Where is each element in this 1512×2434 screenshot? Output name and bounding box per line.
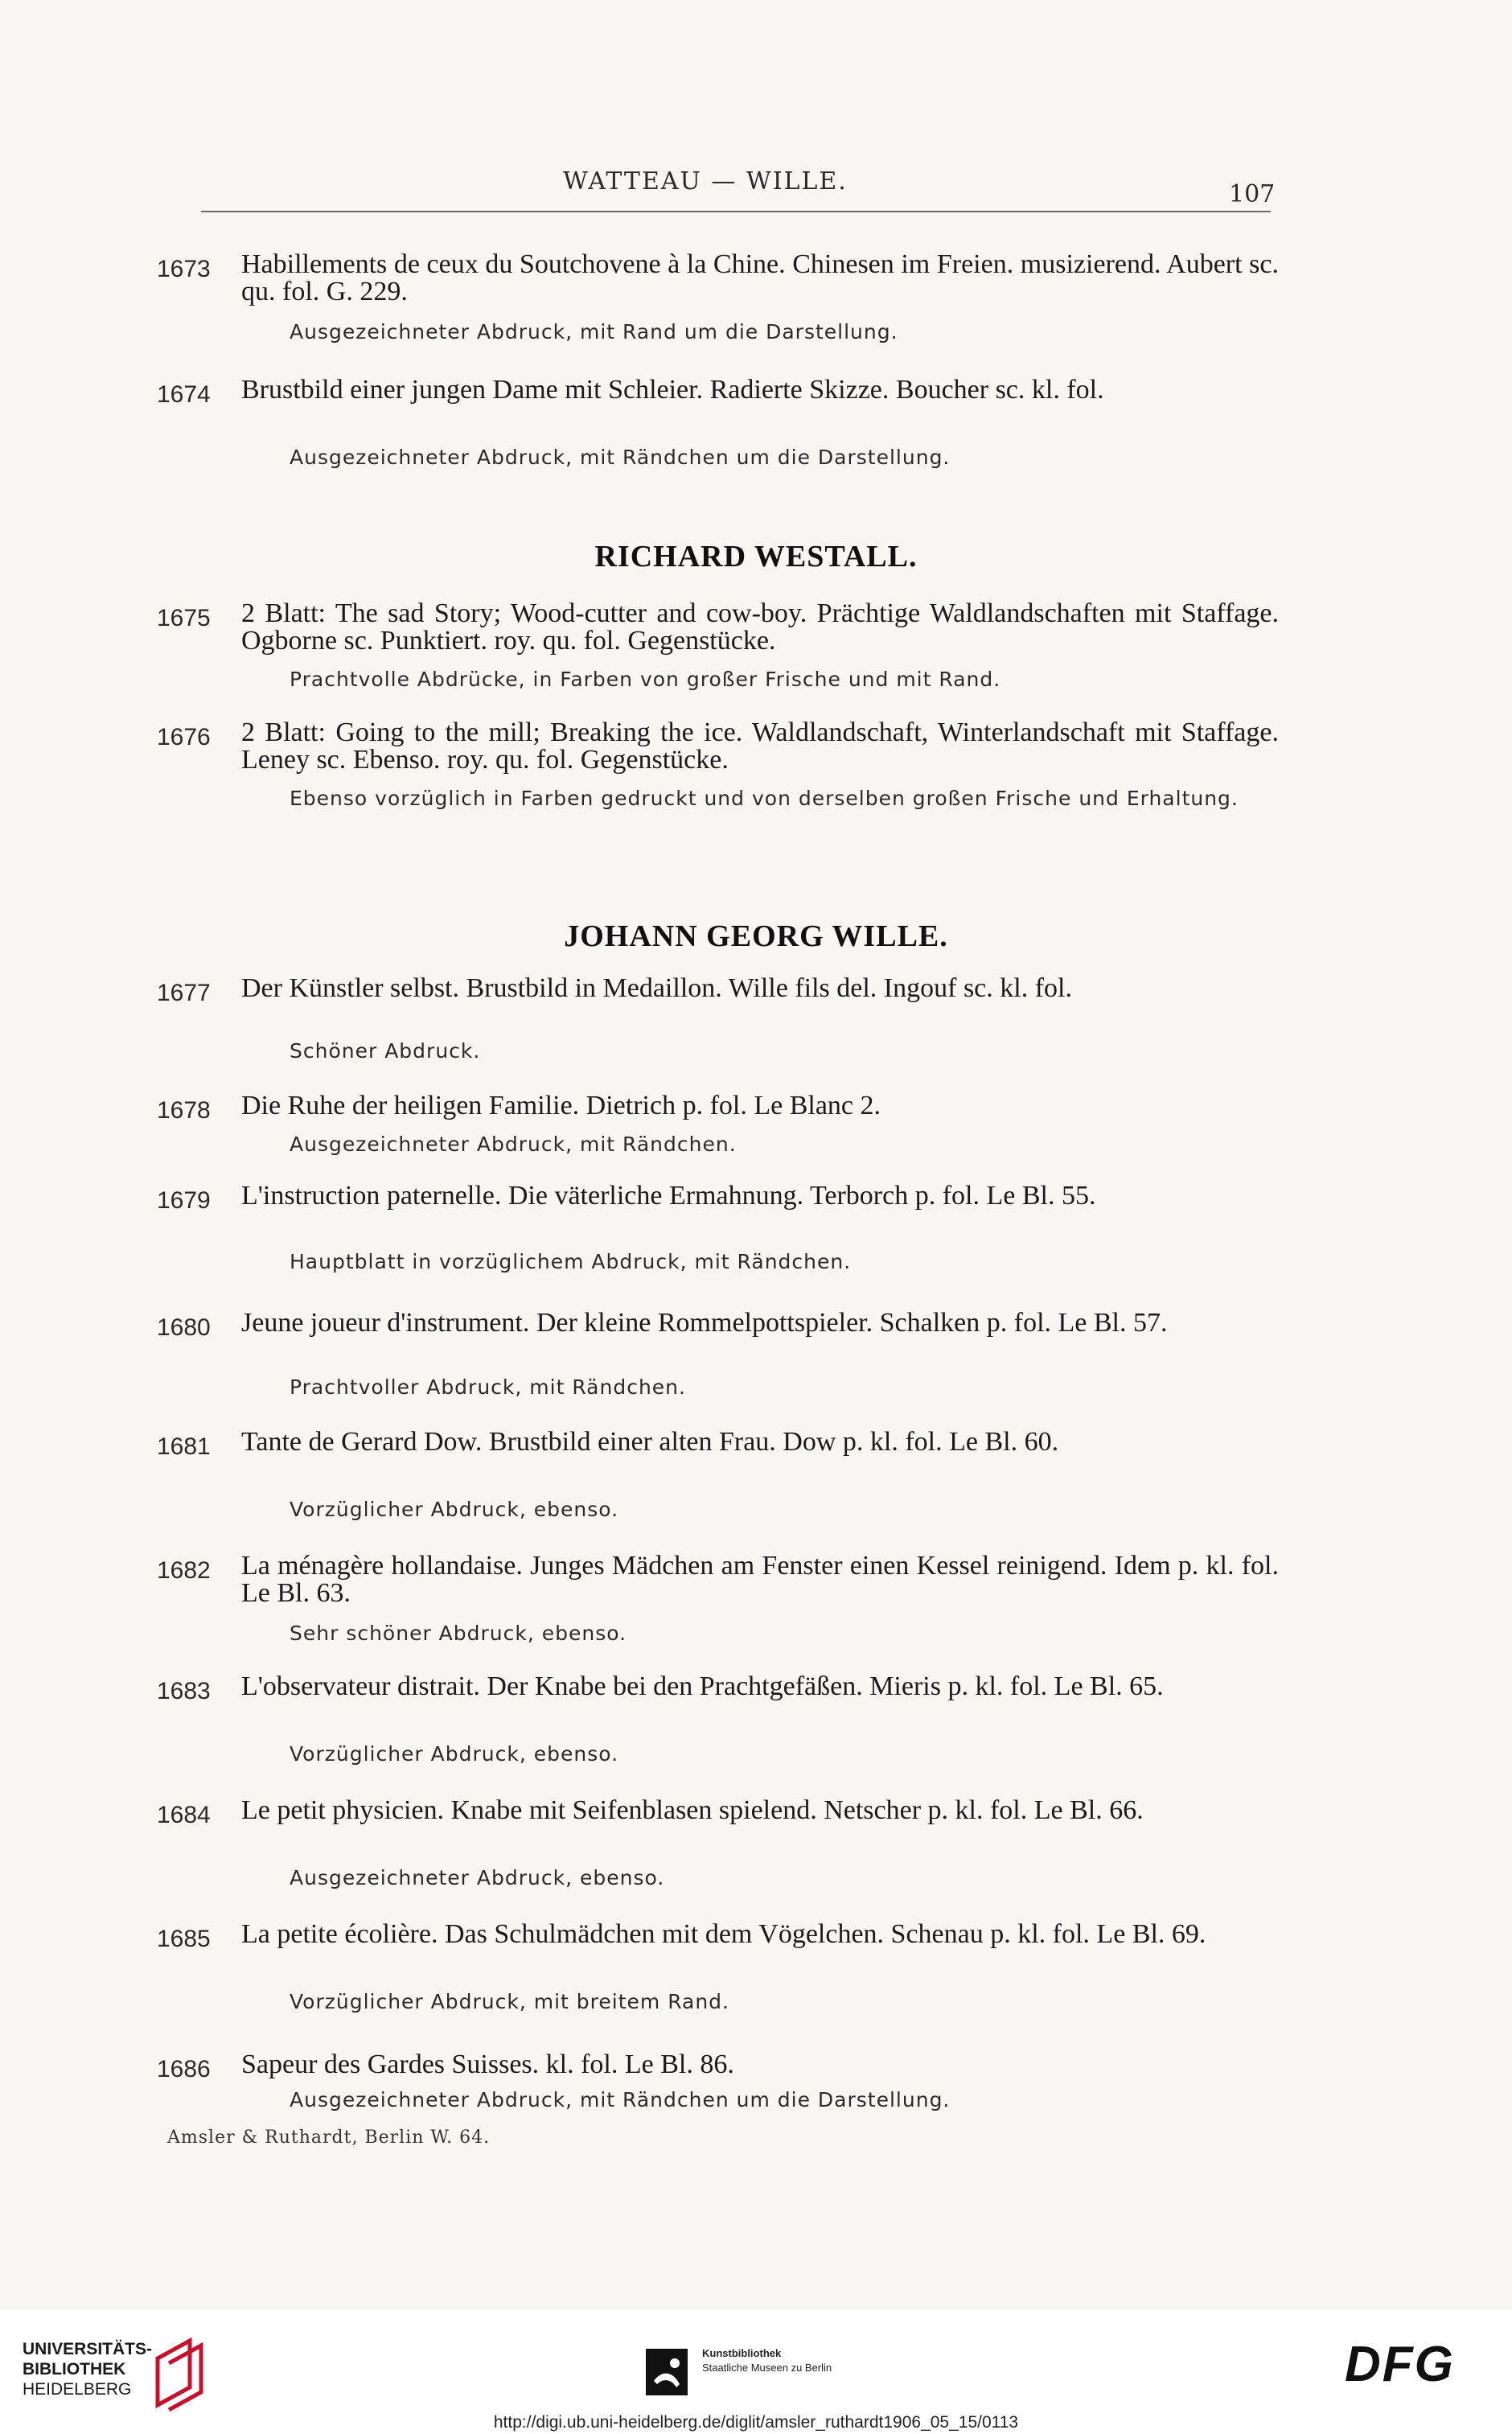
entry-number: 1676	[157, 724, 211, 750]
entry-text: La petite écolière. Das Schulmädchen mit dem Vögelchen. Schenau p. kl. fol. Le Bl. 69.	[241, 1919, 1206, 1949]
entry-note: Vorzüglicher Abdruck, mit breitem Rand.	[290, 1990, 729, 2013]
entry-text: 2 Blatt: Going to the mill; Breaking the ice. Waldlandschaft, Winterlandschaft mit Staffage. Leney sc. Ebenso. roy. qu. fol. Gegenstücke.	[241, 717, 1279, 775]
entry-number: 1675	[157, 605, 211, 631]
digitization-footer	[0, 2310, 1512, 2434]
university-name-line3: HEIDELBERG	[23, 2380, 132, 2399]
entry-note: Vorzüglicher Abdruck, ebenso.	[290, 1498, 619, 1521]
entry-text: 2 Blatt: The sad Story; Wood-cutter and cow-boy. Prächtige Waldlandschaften mit Staffage. Ogborne sc. Punktiert. roy. qu. fol. Gegenstücke.	[241, 598, 1279, 656]
entry-note: Schöner Abdruck.	[290, 1039, 481, 1063]
entry-text: Jeune joueur d'instrument. Der kleine Rommelpottspieler. Schalken p. fol. Le Bl. 57.	[241, 1308, 1168, 1338]
dfg-logo[interactable]: DFG	[1345, 2337, 1455, 2392]
entry-note: Ebenso vorzüglich in Farben gedruckt und von derselben großen Frische und Erhaltung.	[290, 787, 1239, 810]
section-heading-westall: RICHARD WESTALL.	[594, 540, 918, 574]
entry-number: 1678	[157, 1097, 211, 1124]
entry-text: Brustbild einer jungen Dame mit Schleier. Radierte Skizze. Boucher sc. kl. fol.	[241, 375, 1104, 405]
entry-note: Hauptblatt in vorzüglichem Abdruck, mit Rändchen.	[290, 1250, 852, 1273]
entry-note: Prachtvolle Abdrücke, in Farben von großer Frische und mit Rand.	[290, 668, 1001, 691]
entry-number: 1686	[157, 2056, 211, 2082]
kunstbibliothek-logo-icon	[646, 2349, 688, 2395]
entry-text: Der Künstler selbst. Brustbild in Medaillon. Wille fils del. Ingouf sc. kl. fol.	[241, 973, 1072, 1003]
running-head: WATTEAU — WILLE.	[563, 167, 848, 195]
entry-text: Habillements de ceux du Soutchovene à la Chine. Chinesen im Freien. musizierend. Aubert sc. qu. fol. G. 229.	[241, 249, 1279, 306]
section-heading-wille: JOHANN GEORG WILLE.	[564, 919, 948, 953]
entry-text: L'observateur distrait. Der Knabe bei den Prachtgefäßen. Mieris p. kl. fol. Le Bl. 65.	[241, 1671, 1164, 1701]
entry-number: 1685	[157, 1926, 211, 1952]
kunstbibliothek-subtitle: Staatliche Museen zu Berlin	[702, 2362, 832, 2374]
entry-note: Ausgezeichneter Abdruck, mit Rand um die Darstellung.	[290, 320, 898, 343]
kunstbibliothek-name: Kunstbibliothek	[702, 2347, 782, 2359]
entry-text: L'instruction paternelle. Die väterliche Ermahnung. Terborch p. fol. Le Bl. 55.	[241, 1181, 1096, 1211]
entry-note: Sehr schöner Abdruck, ebenso.	[290, 1622, 627, 1645]
entry-note: Ausgezeichneter Abdruck, mit Rändchen um die Darstellung.	[290, 446, 951, 469]
printer-imprint: Amsler & Ruthardt, Berlin W. 64.	[167, 2128, 491, 2148]
entry-text: Tante de Gerard Dow. Brustbild einer alten Frau. Dow p. kl. fol. Le Bl. 60.	[241, 1427, 1059, 1457]
entry-note: Prachtvoller Abdruck, mit Rändchen.	[290, 1375, 686, 1399]
kunstbibliothek-label	[702, 2346, 832, 2375]
entry-number: 1677	[157, 980, 211, 1006]
entry-number: 1683	[157, 1678, 211, 1704]
university-library-logo[interactable]	[23, 2339, 152, 2399]
entry-number: 1682	[157, 1557, 211, 1584]
entry-note: Ausgezeichneter Abdruck, mit Rändchen um die Darstellung.	[290, 2088, 951, 2111]
header-rule	[201, 211, 1271, 212]
page-number: 107	[1229, 180, 1276, 208]
entry-number: 1679	[157, 1187, 211, 1214]
entry-number: 1680	[157, 1314, 211, 1341]
university-name-line1: UNIVERSITÄTS-	[23, 2340, 153, 2358]
university-name-line2: BIBLIOTHEK	[23, 2360, 126, 2378]
entry-text: Sapeur des Gardes Suisses. kl. fol. Le Bl. 86.	[241, 2050, 734, 2079]
entry-number: 1684	[157, 1802, 211, 1828]
entry-number: 1681	[157, 1433, 211, 1460]
heidelberg-book-icon	[151, 2334, 207, 2411]
entry-text: Le petit physicien. Knabe mit Seifenblasen spielend. Netscher p. kl. fol. Le Bl. 66.	[241, 1795, 1144, 1825]
permalink-url[interactable]: http://digi.ub.uni-heidelberg.de/diglit/amsler_ruthardt1906_05_15/0113	[493, 2413, 1019, 2432]
entry-text: Die Ruhe der heiligen Familie. Dietrich p. fol. Le Blanc 2.	[241, 1091, 881, 1120]
entry-note: Ausgezeichneter Abdruck, ebenso.	[290, 1866, 665, 1889]
entry-note: Vorzüglicher Abdruck, ebenso.	[290, 1742, 619, 1766]
entry-note: Ausgezeichneter Abdruck, mit Rändchen.	[290, 1133, 737, 1156]
entry-text: La ménagère hollandaise. Junges Mädchen am Fenster einen Kessel reinigend. Idem p. kl. fol. Le Bl. 63.	[241, 1551, 1279, 1608]
entry-number: 1673	[157, 256, 211, 282]
entry-number: 1674	[157, 381, 211, 408]
